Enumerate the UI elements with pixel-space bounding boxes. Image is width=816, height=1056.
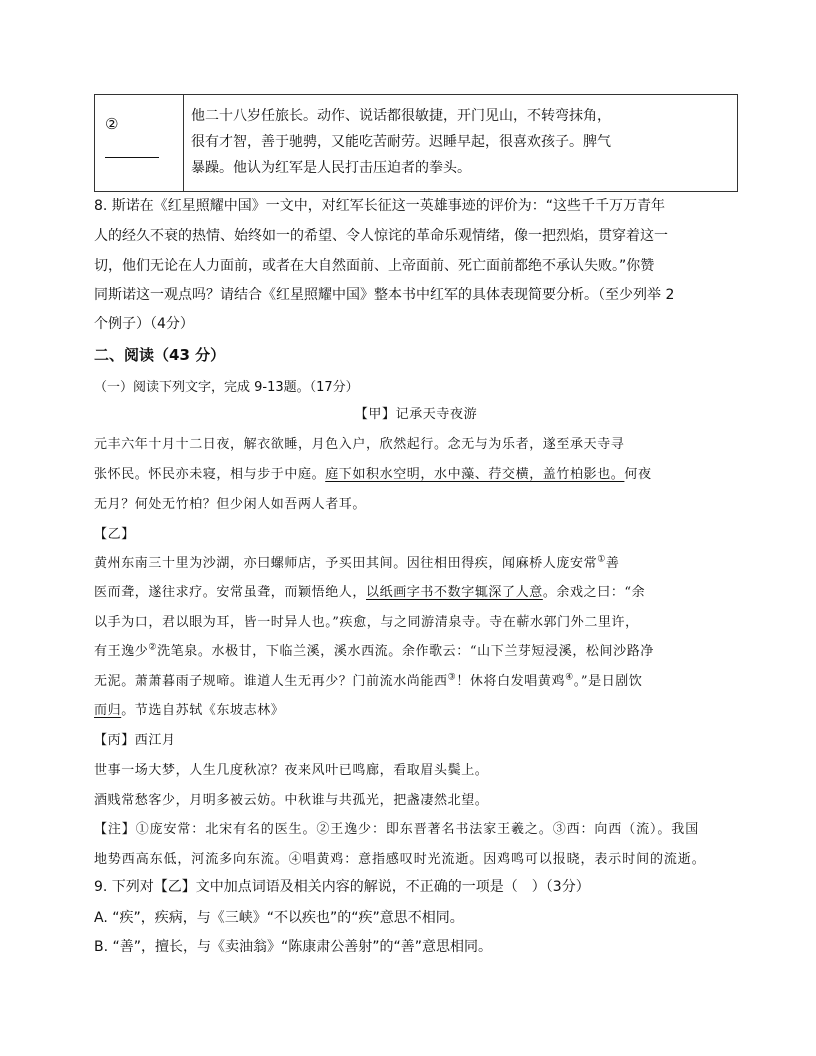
text-segment: 。节选自苏轼《东坡志林》 [121,703,285,718]
q8-line: 切，他们无论在人力面前，或者在大自然面前、上帝面前、死亡面前都绝不承认失败。”你赞 [94,258,655,274]
text-segment: ！休将白发唱黄鸡 [456,674,566,689]
passage-yi-title: 【乙】 [94,527,135,542]
underlined-sentence: 庭下如积水空明，水中藻、荇交横，盖竹柏影也。 [325,467,625,482]
option-b: B. “善”，擅长，与《卖油翁》“陈康肃公善射”的“善”意思相同。 [94,939,493,955]
sub-heading: （一）阅读下列文字，完成 9-13题。（17分） [94,380,359,395]
passage-yi-line [94,640,654,659]
text-segment: 医而聋，遂往求疗。安常虽聋，而颖悟绝人， [94,585,367,600]
passage-jia-line: 无月？何处无竹柏？但少闲人如吾两人者耳。 [94,497,367,512]
passage-bing-title: 【丙】西江月 [94,733,176,748]
table-line: 暴躁。他认为红军是人民打击压迫者的拳头。 [191,160,471,176]
section-heading: 二、阅读（43 分） [94,346,226,364]
q8-line: 8. 斯诺在《红星照耀中国》一文中，对红军长征这一英雄事迹的评价为：“这些千千万万青年 [94,198,666,214]
passage-jia-title: 【甲】记承天寺夜游 [354,407,478,422]
footnote-marker: ③ [447,672,457,683]
table-line: 他二十八岁任旅长。动作、说话都很敏捷，开门见山，不转弯抹角， [191,108,611,124]
passage-jia-line [94,463,652,482]
annotation-line: 【注】①庞安常：北宋有名的医生。②王逸少：即东晋著名书法家王羲之。③西：向西（流）。我国 [94,822,700,837]
footnote-marker: ② [148,642,158,653]
text-segment: 有王逸少 [94,644,149,659]
passage-yi-line [94,699,284,718]
passage-yi-line [94,581,645,600]
passage-yi-line [94,670,643,689]
footnote-marker: ① [597,554,606,565]
annotation-line: 地势西高东低，河流多向东流。④唱黄鸡：意指感叹时光流逝。因鸡鸣可以报晓，表示时间的流逝。 [94,852,706,867]
q8-line: 个例子）（4分） [94,316,194,332]
table-divider [183,95,184,191]
table-line: 很有才智，善于驰骋，又能吃苦耐劳。迟睡早起，很喜欢孩子。脾气 [191,134,611,150]
table-description [191,103,711,181]
footnote-marker: ④ [565,672,574,683]
passage-bing-line: 酒贱常愁客少，月明多被云妨。中秋谁与共孤光，把盏凄然北望。 [94,793,489,808]
q9-stem: 9. 下列对【乙】文中加点词语及相关内容的解说，不正确的一项是（ ）（3分） [94,879,590,895]
answer-blank [105,157,159,158]
passage-bing-line: 世事一场大梦，人生几度秋凉？夜来风叶已鸣廊，看取眉头鬓上。 [94,763,489,778]
underlined-sentence: 而归 [94,703,122,718]
passage-yi-line [94,552,619,571]
character-table [94,94,738,192]
table-row-number: ② [105,115,119,133]
text-segment: 何夜 [624,467,652,482]
text-segment: 。”是日剧饮 [573,674,643,689]
text-segment: 张怀民。怀民亦未寝，相与步于中庭。 [94,467,326,482]
passage-yi-line: 以手为口，君以眼为耳，皆一时异人也。”疾愈，与之同游清泉寺。寺在蕲水郭门外二里许， [94,615,639,630]
text-segment: 善 [605,556,620,571]
q8-line: 人的经久不衰的热情、始终如一的希望、令人惊诧的革命乐观情绪，像一把烈焰，贯穿着这一 [94,228,668,244]
passage-jia-line: 元丰六年十月十二日夜，解衣欲睡，月色入户，欣然起行。念无与为乐者，遂至承天寺寻 [94,437,625,452]
underlined-sentence: 以纸画字书不数字辄深了人意 [366,585,543,600]
text-segment: 洗笔泉。水极甘，下临兰溪，溪水西流。余作歌云：“山下兰芽短浸溪，松间沙路净 [157,644,654,659]
text-segment: 。余戏之曰：“余 [542,585,646,600]
text-segment: 黄州东南三十里为沙湖，亦曰螺师店，予买田其间。因往相田得疾，闻麻桥人庞安常 [94,556,598,571]
q8-line: 同斯诺这一观点吗？请结合《红星照耀中国》整本书中红军的具体表现简要分析。（至少列举 2 [94,287,675,303]
text-segment: 无泥。萧萧暮雨子规啼。谁道人生无再少？门前流水尚能西 [94,674,448,689]
option-a: A. “疾”，疾病，与《三峡》“不以疾也”的“疾”意思不相同。 [94,910,464,926]
